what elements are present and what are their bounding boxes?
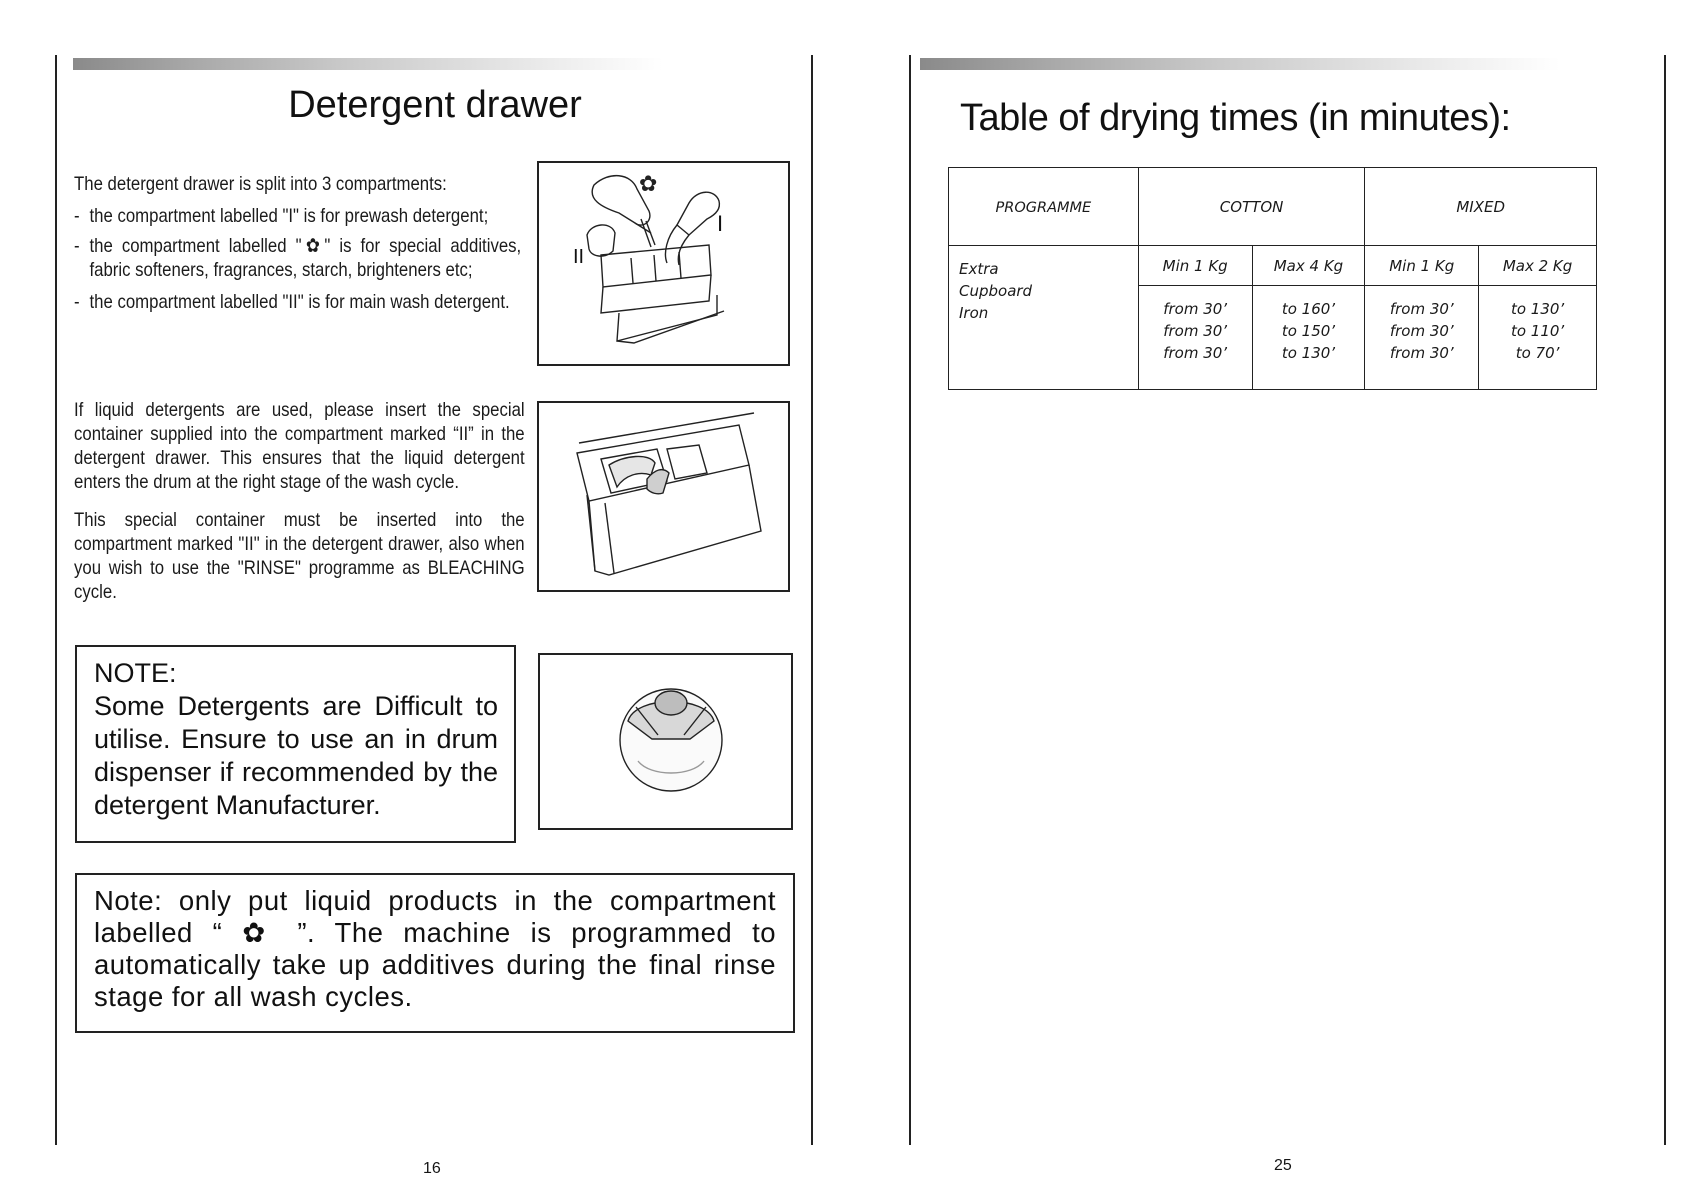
- table-cell: to 70’: [1515, 344, 1560, 362]
- liquid-detergent-text-block: [74, 398, 525, 604]
- note-body: Some Detergents are Difficult to utilise. Ensure to use an in drum dispenser if recommended by the detergent Manufacturer.: [94, 691, 498, 820]
- note-heading: NOTE:: [94, 658, 177, 688]
- table-cell: to 130’: [1281, 344, 1336, 362]
- page-title: Detergent drawer: [288, 84, 582, 126]
- compartment-label-two: II: [573, 246, 585, 268]
- table-cell: from 30’: [1163, 300, 1228, 318]
- liquid-products-note-text: Note: only put liquid products in the compartment labelled “ ✿ ”. The machine is programmed to automatically take up additives during the final rinse stage for all wash cycles.: [94, 885, 777, 1012]
- liquid-detergent-paragraph: If liquid detergents are used, please insert the special container supplied into the compartment marked “II” in the detergent drawer. This ensures that the liquid detergent enters the drum at the right stage of the wash cycle.: [74, 399, 525, 493]
- detergent-drawer-figure: [537, 161, 790, 366]
- drying-table-title: Table of drying times (in minutes):: [960, 97, 1511, 139]
- table-cell: from 30’: [1163, 344, 1228, 362]
- compartment-label-one: I: [717, 211, 724, 236]
- dispenser-ball-illustration: [540, 655, 791, 828]
- right-page-outer-rule: [1664, 55, 1666, 1145]
- special-container-paragraph: This special container must be inserted into the compartment marked "II" in the detergent drawer, also when you wish to use the "RINSE" programme as BLEACHING cycle.: [74, 509, 525, 603]
- intro-text-block: [74, 172, 521, 314]
- table-cell: to 160’: [1281, 300, 1336, 318]
- programme-name: Extra: [959, 260, 999, 278]
- page-number-right: 25: [1274, 1157, 1292, 1174]
- left-page-outer-rule: [55, 55, 57, 1145]
- list-item: - the compartment labelled "II" is for main wash detergent.: [74, 291, 510, 313]
- intro-text: The detergent drawer is split into 3 compartments:: [74, 173, 447, 195]
- note-box: [75, 645, 516, 843]
- left-header-bar: [73, 58, 663, 70]
- table-cell-column: [1479, 286, 1597, 390]
- list-item: - the compartment labelled "I" is for prewash detergent;: [74, 205, 489, 227]
- table-cell-column: [1365, 286, 1479, 390]
- programme-name: Cupboard: [959, 282, 1033, 300]
- table-cell-column: [1252, 286, 1365, 390]
- spine-rule-left: [811, 55, 813, 1145]
- liquid-container-illustration: [539, 403, 788, 590]
- page-number-left: 16: [423, 1160, 441, 1177]
- liquid-container-figure: [537, 401, 790, 592]
- drying-times-table: [948, 167, 1597, 390]
- dispenser-ball-figure: [538, 653, 793, 830]
- column-subheader: Min 1 Kg: [1365, 246, 1479, 286]
- column-subheader: Max 4 Kg: [1252, 246, 1365, 286]
- table-cell: from 30’: [1389, 322, 1454, 340]
- table-cell: to 110’: [1510, 322, 1565, 340]
- column-subheader: Max 2 Kg: [1479, 246, 1597, 286]
- table-cell: from 30’: [1389, 344, 1454, 362]
- column-subheader: Min 1 Kg: [1138, 246, 1252, 286]
- cotton-header: COTTON: [1138, 168, 1365, 246]
- table-cell: from 30’: [1163, 322, 1228, 340]
- programme-name: Iron: [959, 304, 989, 322]
- spine-rule-right: [909, 55, 911, 1145]
- flower-icon: ✿: [301, 235, 325, 257]
- right-header-bar: [920, 58, 1560, 70]
- table-cell: to 150’: [1281, 322, 1336, 340]
- mixed-header: MIXED: [1365, 168, 1597, 246]
- flower-icon: ✿: [639, 172, 658, 197]
- table-cell-column: [1138, 286, 1252, 390]
- programme-header: PROGRAMME: [949, 168, 1139, 246]
- table-cell: from 30’: [1389, 300, 1454, 318]
- liquid-products-note-box: [75, 873, 795, 1033]
- drawer-compartments-illustration: [539, 163, 788, 364]
- list-item: - the compartment labelled "✿" is for special additives, fabric softeners, fragrances, starch, brighteners etc;: [74, 235, 522, 281]
- table-cell: to 130’: [1510, 300, 1565, 318]
- programme-cell: [949, 246, 1139, 390]
- flower-icon: ✿: [242, 917, 278, 948]
